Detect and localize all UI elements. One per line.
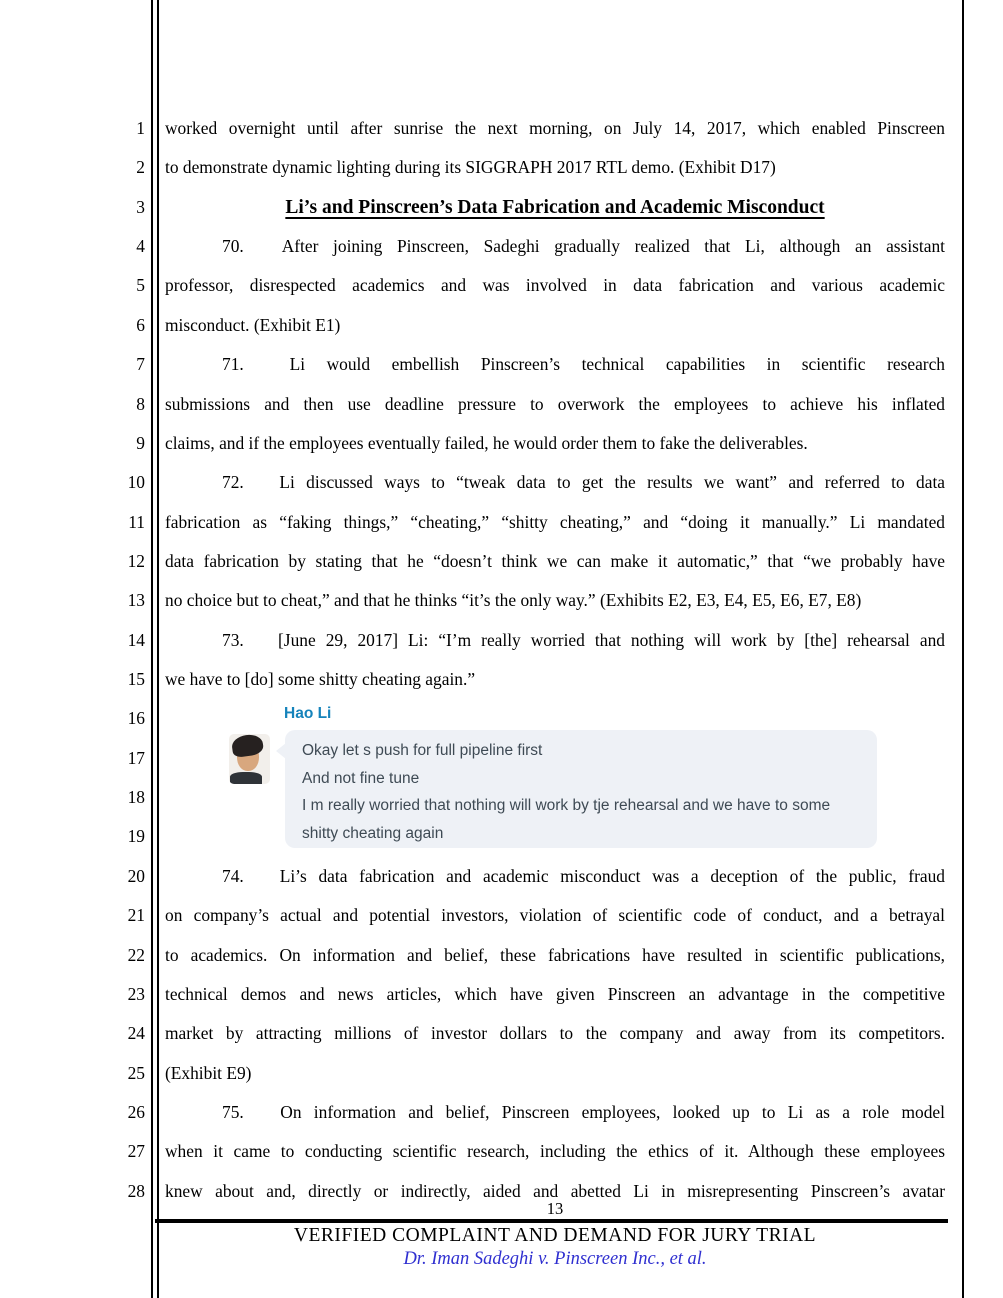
- line-number-column: [0, 109, 147, 1211]
- paragraph-number: 75.: [222, 1101, 244, 1122]
- line-number: 22: [127, 944, 145, 965]
- paragraph-number: 73.: [222, 629, 244, 650]
- line-number: 23: [127, 983, 145, 1004]
- right-margin-rule: [962, 0, 964, 1298]
- footer-case-caption: Dr. Iman Sadeghi v. Pinscreen Inc., et al.: [403, 1249, 707, 1269]
- chat-message: I m really worried that nothing will work by tje rehearsal and we have to some shitty cheating again: [302, 797, 831, 842]
- line-number: 9: [136, 432, 145, 453]
- line-number: 18: [127, 787, 145, 808]
- line-number: 14: [127, 629, 145, 650]
- line-number: 19: [127, 826, 145, 847]
- footer-document-title: VERIFIED COMPLAINT AND DEMAND FOR JURY TRIAL: [293, 1225, 817, 1246]
- body-line: (Exhibit E9): [165, 1062, 252, 1083]
- body-line: knew about and, directly or indirectly, aided and abetted Li in misrepresenting Pinscreen’s avatar: [165, 1180, 945, 1201]
- body-text-column: [165, 109, 945, 1211]
- line-number: 5: [136, 275, 145, 296]
- line-number: 6: [136, 314, 145, 335]
- line-number: 12: [127, 550, 145, 571]
- line-number: 13: [127, 590, 145, 611]
- line-number: 17: [127, 747, 145, 768]
- page-number: 13: [546, 1199, 564, 1218]
- chat-message: Okay let s push for full pipeline first: [302, 742, 543, 759]
- body-line: to academics. On information and belief, these fabrications have resulted in scientific publications,: [165, 944, 945, 965]
- body-line: to demonstrate dynamic lighting during its SIGGRAPH 2017 RTL demo. (Exhibit D17): [165, 157, 776, 178]
- paragraph-number: 70.: [222, 236, 244, 257]
- line-number: 10: [127, 472, 145, 493]
- body-line-text: [June 29, 2017] Li: “I’m really worried that nothing will work by [the] rehearsal and: [278, 629, 945, 650]
- section-heading-text: Li’s and Pinscreen’s Data Fabrication and Academic Misconduct: [285, 196, 825, 218]
- line-number: 16: [127, 708, 145, 729]
- avatar-hair: [231, 734, 265, 758]
- body-line: we have to [do] some shitty cheating again.”: [165, 669, 476, 690]
- body-line: claims, and if the employees eventually failed, he would order them to fake the deliverables.: [165, 432, 808, 453]
- line-number: 25: [127, 1062, 145, 1083]
- line-number: 4: [136, 236, 145, 257]
- paragraph-number: 72.: [222, 472, 244, 493]
- line-number: 20: [127, 865, 145, 886]
- hao-li-avatar: [229, 734, 270, 784]
- body-line-text: Li’s data fabrication and academic misconduct was a deception of the public, fraud: [279, 865, 945, 886]
- chat-message: And not fine tune: [302, 769, 420, 787]
- body-line-text: Li would embellish Pinscreen’s technical capabilities in scientific research: [289, 354, 945, 375]
- body-line: submissions and then use deadline pressure to overwork the employees to achieve his inflated: [165, 393, 945, 414]
- body-line: [165, 227, 945, 266]
- body-line: no choice but to cheat,” and that he thinks “it’s the only way.” (Exhibits E2, E3, E4, E5, E6, E7, E8): [165, 590, 862, 611]
- line-number: 15: [127, 669, 145, 690]
- body-line: when it came to conducting scientific research, including the ethics of it. Although these employees: [165, 1141, 945, 1162]
- body-line-text: On information and belief, Pinscreen employees, looked up to Li as a role model: [280, 1101, 945, 1122]
- body-line: [165, 621, 945, 660]
- section-heading: [165, 188, 945, 227]
- left-double-rule-inner: [157, 0, 159, 1298]
- body-line: professor, disrespected academics and was involved in data fabrication and various academic: [165, 275, 945, 296]
- line-number: 27: [127, 1141, 145, 1162]
- body-line: on company’s actual and potential investors, violation of scientific code of conduct, and a betrayal: [165, 905, 945, 926]
- avatar-shirt: [230, 772, 262, 784]
- body-line-text: After joining Pinscreen, Sadeghi gradually realized that Li, although an assistant: [281, 236, 945, 257]
- body-line: worked overnight until after sunrise the next morning, on July 14, 2017, which enabled Pinscreen: [165, 118, 945, 138]
- line-number: 28: [127, 1180, 145, 1201]
- chat-author-name: Hao Li: [284, 705, 332, 722]
- line-number: 21: [127, 905, 145, 926]
- body-line: [165, 345, 945, 384]
- line-number: 2: [136, 157, 145, 178]
- paragraph-number: 74.: [222, 865, 244, 886]
- body-line: data fabrication by stating that he “doesn’t think we can make it automatic,” that “we probably have: [165, 550, 945, 571]
- line-number: 24: [127, 1023, 145, 1044]
- line-number: 26: [127, 1101, 145, 1122]
- body-line: fabrication as “faking things,” “cheating,” “shitty cheating,” and “doing it manually.” Li mandated: [165, 511, 945, 532]
- line-number: 1: [136, 118, 145, 138]
- body-line: [165, 857, 945, 896]
- body-line: market by attracting millions of investor dollars to the company and away from its competitors.: [165, 1023, 945, 1044]
- body-line-text: Li discussed ways to “tweak data to get the results we want” and referred to data: [279, 472, 945, 493]
- paragraph-number: 71.: [222, 354, 244, 375]
- line-number: 7: [136, 354, 145, 375]
- body-line: [165, 1093, 945, 1132]
- left-double-rule-outer: [151, 0, 153, 1298]
- body-line: technical demos and news articles, which have given Pinscreen an advantage in the competitive: [165, 983, 945, 1004]
- footer-divider-line: [155, 1219, 948, 1223]
- body-line: [165, 463, 945, 502]
- chat-message-bubble: [285, 730, 877, 848]
- line-number: 11: [128, 511, 145, 532]
- body-line: misconduct. (Exhibit E1): [165, 314, 341, 335]
- line-number: 8: [136, 393, 145, 414]
- line-number: 3: [136, 196, 145, 217]
